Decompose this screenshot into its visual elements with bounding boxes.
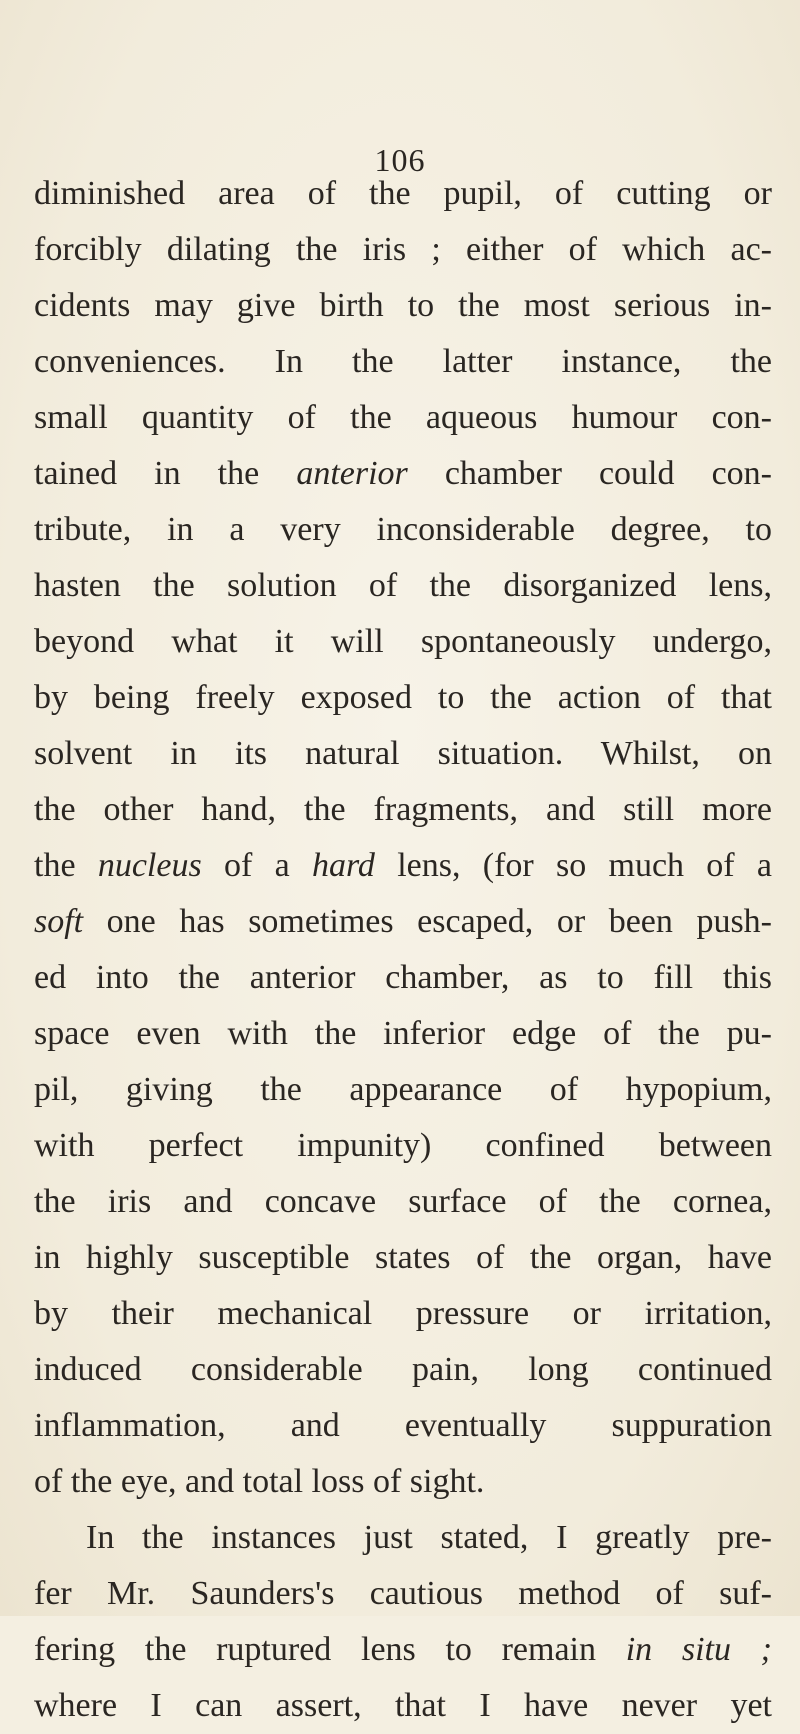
italic-text: in situ ; bbox=[625, 1631, 772, 1668]
text-segment: one has sometimes escaped, or been push- bbox=[83, 903, 772, 940]
text-segment: hasten the solution of the disorganized lens, bbox=[34, 567, 772, 604]
text-line bbox=[34, 278, 772, 334]
text-line bbox=[34, 1230, 772, 1286]
text-line bbox=[34, 334, 772, 390]
text-line bbox=[34, 222, 772, 278]
text-line bbox=[34, 1062, 772, 1118]
body-text bbox=[34, 166, 772, 1734]
text-line bbox=[34, 1398, 772, 1454]
text-segment: ed into the anterior chamber, as to fill this bbox=[34, 959, 772, 996]
text-line bbox=[34, 670, 772, 726]
text-line bbox=[34, 446, 772, 502]
text-segment: of a bbox=[201, 847, 312, 884]
text-segment: fer Mr. Saunders's cautious method of suf- bbox=[34, 1575, 772, 1612]
text-line bbox=[34, 950, 772, 1006]
text-segment: fering the ruptured lens to remain bbox=[34, 1631, 626, 1668]
text-segment: tribute, in a very inconsiderable degree, to bbox=[34, 511, 772, 548]
text-line bbox=[34, 1342, 772, 1398]
text-line bbox=[34, 1510, 772, 1566]
text-segment: by their mechanical pressure or irritation, bbox=[34, 1295, 772, 1332]
text-segment: pil, giving the appearance of hypopium, bbox=[34, 1071, 772, 1108]
text-line bbox=[34, 166, 772, 222]
text-line bbox=[34, 502, 772, 558]
text-line bbox=[34, 1118, 772, 1174]
text-segment: in highly susceptible states of the organ, have bbox=[34, 1239, 772, 1276]
text-segment: forcibly dilating the iris ; either of which ac- bbox=[34, 231, 772, 268]
text-segment: the bbox=[34, 847, 98, 884]
text-line bbox=[34, 726, 772, 782]
italic-text: anterior bbox=[296, 455, 408, 492]
text-segment: with perfect impunity) confined between bbox=[34, 1127, 772, 1164]
text-segment: solvent in its natural situation. Whilst, on bbox=[34, 735, 772, 772]
text-segment: diminished area of the pupil, of cutting or bbox=[34, 175, 772, 212]
text-line bbox=[34, 1006, 772, 1062]
text-segment: the iris and concave surface of the cornea, bbox=[34, 1183, 772, 1220]
italic-text: soft bbox=[34, 903, 84, 940]
text-line bbox=[34, 894, 772, 950]
italic-text: hard bbox=[311, 847, 375, 884]
text-segment: beyond what it will spontaneously undergo, bbox=[34, 623, 772, 660]
text-segment: cidents may give birth to the most serious in- bbox=[34, 287, 772, 324]
text-line bbox=[34, 782, 772, 838]
text-line bbox=[34, 1678, 772, 1734]
text-line bbox=[34, 1622, 772, 1678]
text-segment: space even with the inferior edge of the pu- bbox=[34, 1015, 772, 1052]
text-segment: induced considerable pain, long continued bbox=[34, 1351, 772, 1388]
text-segment: In the instances just stated, I greatly pre- bbox=[86, 1519, 772, 1556]
text-line bbox=[34, 1286, 772, 1342]
page-number: 106 bbox=[374, 142, 426, 178]
text-segment: small quantity of the aqueous humour con- bbox=[34, 399, 772, 436]
text-segment: lens, (for so much of a bbox=[374, 847, 772, 884]
text-segment: inflammation, and eventually suppuration bbox=[34, 1407, 772, 1444]
text-line bbox=[34, 1174, 772, 1230]
text-line bbox=[34, 1566, 772, 1622]
text-line bbox=[34, 838, 772, 894]
italic-text: nucleus bbox=[97, 847, 202, 884]
text-segment: chamber could con- bbox=[407, 455, 772, 492]
text-segment: conveniences. In the latter instance, the bbox=[34, 343, 772, 380]
text-segment: where I can assert, that I have never yet bbox=[34, 1687, 772, 1724]
text-line bbox=[34, 558, 772, 614]
text-segment: the other hand, the fragments, and still more bbox=[34, 791, 772, 828]
text-line bbox=[34, 1454, 772, 1510]
text-line bbox=[34, 614, 772, 670]
text-segment: by being freely exposed to the action of that bbox=[34, 679, 772, 716]
text-segment: tained in the bbox=[34, 455, 297, 492]
text-segment: of the eye, and total loss of sight. bbox=[34, 1463, 485, 1500]
text-line bbox=[34, 390, 772, 446]
